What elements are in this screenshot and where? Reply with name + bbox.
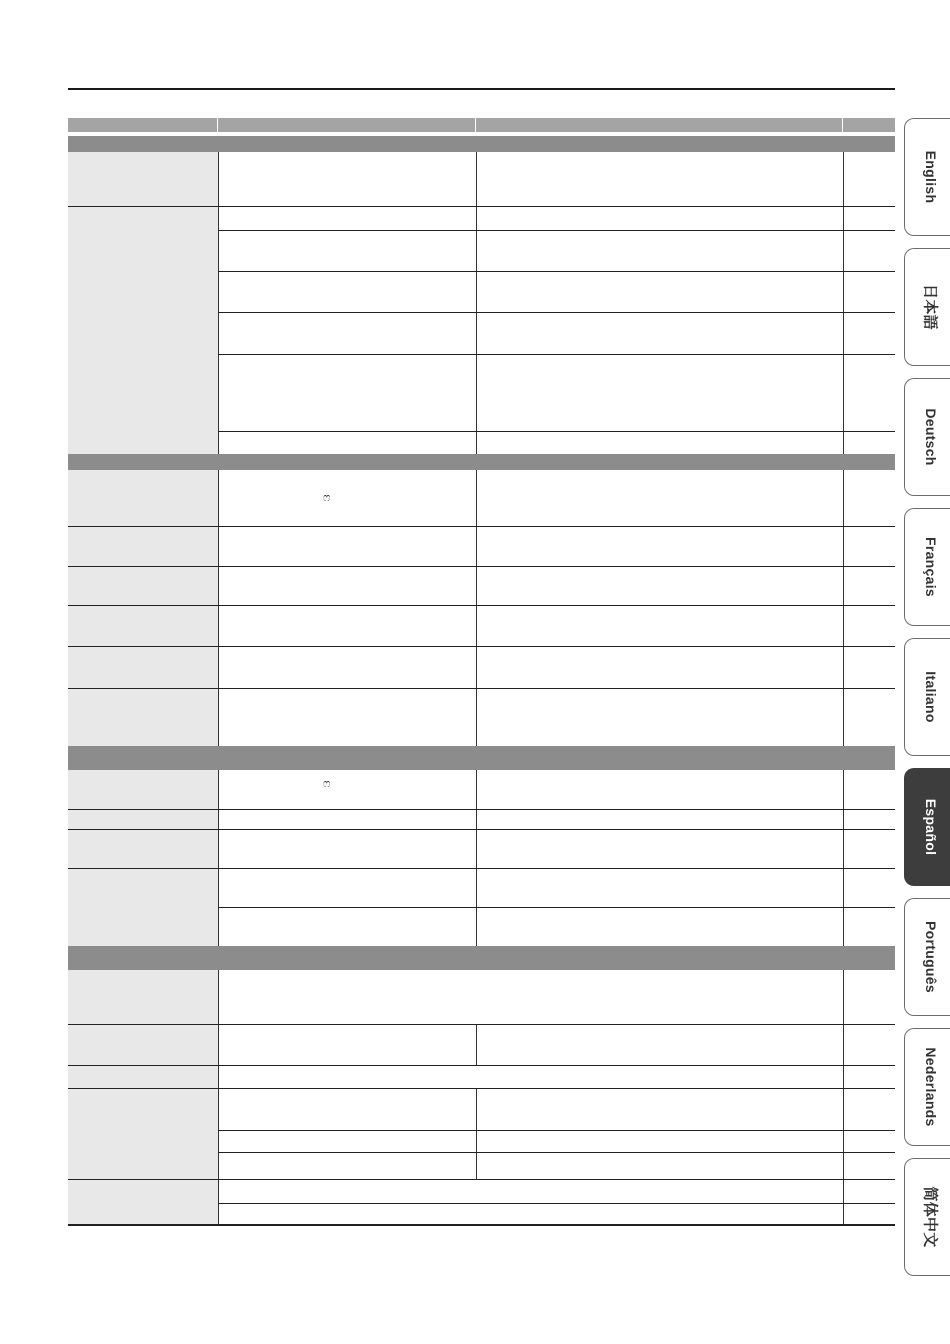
column-divider [476, 1024, 477, 1065]
column1-shade [68, 152, 218, 454]
tab-deutsch[interactable] [904, 378, 950, 496]
tab-label: Italiano [922, 671, 939, 723]
tab-japanese[interactable] [904, 248, 950, 366]
section-band [68, 136, 895, 152]
row-line [68, 829, 895, 830]
column1-shade [68, 970, 218, 1225]
column-divider [218, 970, 219, 1225]
tab-francais[interactable] [904, 508, 950, 626]
tab-label: English [922, 150, 939, 204]
column-divider [843, 970, 844, 1225]
header-cell-4 [843, 118, 895, 132]
row-line [218, 1203, 895, 1204]
column-divider [218, 152, 219, 454]
row-line [68, 526, 895, 527]
row-line [68, 1088, 895, 1089]
row-line [68, 809, 895, 810]
row-line [68, 688, 895, 689]
row-line [218, 230, 895, 231]
column-divider [843, 770, 844, 946]
tab-espanol[interactable] [904, 768, 950, 886]
tab-label: Nederlands [922, 1047, 939, 1127]
two-hands-icon: ෆ [323, 491, 331, 504]
tab-simplified-chinese[interactable] [904, 1158, 950, 1276]
row-line [218, 354, 895, 355]
tab-label: Português [922, 921, 939, 993]
row-line [68, 1065, 895, 1066]
column-divider [843, 470, 844, 746]
row-line [218, 431, 895, 432]
tab-portugues[interactable] [904, 898, 950, 1016]
row-line [218, 1152, 895, 1153]
row-line [218, 907, 895, 908]
row-line [68, 1179, 895, 1180]
tab-english[interactable] [904, 118, 950, 236]
tab-nederlands[interactable] [904, 1028, 950, 1146]
row-line [68, 206, 895, 207]
top-rule [68, 88, 895, 90]
header-cell-3 [476, 118, 843, 132]
row-line [68, 605, 895, 606]
row-line [68, 1024, 895, 1025]
tab-label: Deutsch [922, 408, 939, 466]
row-line [68, 1224, 895, 1226]
column-divider [476, 1088, 477, 1179]
tab-label: Español [922, 798, 939, 856]
row-line [218, 1130, 895, 1131]
column-divider [476, 152, 477, 454]
section-band [68, 746, 895, 770]
row-line [68, 646, 895, 647]
column-divider [843, 152, 844, 454]
column1-shade [68, 770, 218, 946]
tab-label: 日本語 [921, 284, 939, 330]
two-hands-icon: ෆ [323, 777, 331, 790]
row-line [218, 312, 895, 313]
column1-shade [68, 470, 218, 746]
section-band [68, 946, 895, 970]
column-divider [476, 770, 477, 946]
header-cell-1 [68, 118, 218, 132]
tab-label: 简体中文 [921, 1186, 939, 1248]
row-line [218, 271, 895, 272]
tab-label: Français [922, 537, 939, 597]
column-divider [218, 770, 219, 946]
column-divider [218, 470, 219, 746]
row-line [68, 868, 895, 869]
row-line [68, 566, 895, 567]
tab-italiano[interactable] [904, 638, 950, 756]
header-cell-2 [218, 118, 476, 132]
column-divider [476, 470, 477, 746]
section-band [68, 454, 895, 470]
